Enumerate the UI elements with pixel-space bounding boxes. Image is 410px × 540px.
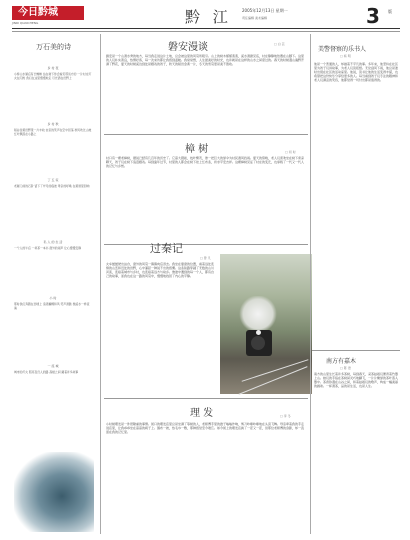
train-smoke xyxy=(238,296,278,332)
article-title: 磐安漫谈 xyxy=(168,42,208,53)
article-body: 火车缓缓驶出站台，窗外的风景一幕幕向后退去。我坐在靠窗的位置，看着远处连绵的山峦和近处的田野，心中涌起一种说不出的感慨。这条铁路穿越了无数的山川河流，连接着城市与乡村，也连接着远方与故乡。旅途中遇到的每一个人，都有自己的故事，而我也在这一路的风景中，慢慢地找回了内心的平静。 xyxy=(106,262,215,279)
article-divider xyxy=(104,244,308,245)
column-divider-right xyxy=(310,34,311,534)
article-byline: □ 杨 明 xyxy=(340,54,351,58)
section-title: 黔 江 xyxy=(185,8,232,26)
article-title: 美警督察的乐书人 xyxy=(318,46,367,53)
article-byline: □ 曾 凡 xyxy=(200,256,211,260)
article-body: 村口有一棵老樟树，据说已经有几百年的历史了。它高大挺拔，枝叶繁茂，像一把巨大的绿伞为村民遮风挡雨。夏天的傍晚，老人们喜欢坐在树下乘凉聊天，孩子们在树下追逐嬉戏。每到逢年过节，村里的人都会在树下挂上红布条，祈求平安吉祥。这棵樟树见证了村庄的变迁，也承载了一代又一代人的记忆与乡愁。 xyxy=(106,156,305,169)
article-byline: □ 李 冬 xyxy=(280,414,291,418)
issue-date: 2005年12月13日 星期一 xyxy=(242,8,288,13)
page-number: 3 xyxy=(366,4,380,28)
poem-group-text: 老屋门前的石阶 留下了岁月的痕迹 母亲的呼唤 在黄昏里回响 xyxy=(14,184,90,188)
poem-group-head: 乡 村 夜 xyxy=(47,66,59,70)
poem-group-head: 一 座 城 xyxy=(47,364,59,368)
article-body: 磐安是一个山清水秀的地方，每当我走进这片土地，总会被这里的风景所吸引。山上的树木郁郁葱葱，溪水清澈见底，村庄静静地依偎在山脚下。这里的人们朴实善良，热情好客，每一次来访都让我感到温暖。我常常想，人生最美好的时光，也许就是在这样的山水之间度过的。春天的时候漫山遍野开满了野花，夏天的时候溪边到处是嬉戏的孩子，秋天的稻田金黄一片，冬天的雪景更是美不胜收。 xyxy=(106,54,305,67)
article-body: 小时候理发是一件很隆重的事情。街口的理发店里总是坐满了等候的人，老师傅手里的推子嗡嗡作响，剪刀咔嚓咔嚓地在头顶飞舞。母亲牵着我的手走进店里，让我乖乖坐在高高的椅子上。围布一披，热毛巾一敷，那种感觉至今难忘。如今街上的理发店换了一茬又一茬，但那位老师傅的身影，却一直留在我的记忆里。 xyxy=(106,422,305,435)
poem-group-head: 小 时 xyxy=(49,296,57,300)
article-byline: □ 白 芸 xyxy=(274,42,285,46)
left-column-title: 万石美的诗 xyxy=(36,43,71,51)
poem-group-text: 小桥山水屋后有长蜘蛛 站在树下你会看见那远方的 一片村庄灯火在闪烁 我们在这里慢慢地走 月光洒在田野上 xyxy=(14,72,92,80)
article-byline: □ 陈 语 xyxy=(340,366,351,370)
header-rule xyxy=(12,28,400,29)
poem-group-head: 私 人 的 生 活 xyxy=(43,240,63,244)
article-title: 理 发 xyxy=(190,408,214,419)
masthead-logo: 今日黔城 xyxy=(12,6,84,20)
column-divider-left xyxy=(100,34,101,534)
article-byline: □ 何 时 xyxy=(285,150,296,154)
page-label: 版 xyxy=(388,9,392,14)
article-divider xyxy=(104,134,308,135)
article-divider xyxy=(312,350,400,351)
article-body: 他是一个普通的人，却做着不平凡的事。多年来，他坚持在社区里为孩子们讲故事，为老人们读报纸。无论刮风下雨，他总是准时出现在社区的活动室里。他说，读书让他的生活变得丰富，也希望把这份快乐分享给更多的人。每当看到孩子们专注的眼神和老人们满意的笑容，他都觉得一切付出都是值得的。 xyxy=(314,62,399,83)
ink-landscape-illustration xyxy=(14,452,94,532)
poem-group-text: 一个人的午后 一杯茶一本书 窗外的雨声 让心慢慢安静 xyxy=(14,246,81,250)
header-rule-thin xyxy=(12,31,400,32)
article-title: 南方有嘉木 xyxy=(326,358,357,365)
article-title: 过秦记 xyxy=(150,242,183,255)
poem-group-head: 乡 村 秋 xyxy=(47,122,59,126)
article-body: 南方的山里生长着许多茶树，每到春天，采茶姑娘们便背着竹篓上山。她们的手指在茶树间灵巧地翻飞，一片片嫩绿的茶叶落入篓中。茶香弥漫在山谷之间，和着姑娘们的歌声，构成一幅美丽的画卷。一杯清茶，品的是生活，也是人生。 xyxy=(314,372,399,389)
poem-group-text: 稻谷金黄田野里一片丰收 农家的笑声在空中回荡 秋风吹过山坡 红叶飘落在小路上 xyxy=(14,128,92,136)
locomotive-front xyxy=(251,336,265,350)
poem-group-text: 城市的灯火 照亮夜归人的路 高楼之间 藏着许多故事 xyxy=(14,370,79,374)
poem-group-text: 那时我们奔跑在田埂上 追逐蝴蝶和风 笑声清脆 像溪水一样流淌 xyxy=(14,302,90,310)
locomotive-lamp xyxy=(256,330,261,335)
poem-group-head: 丁 五 家 xyxy=(47,178,59,182)
article-title: 樟 树 xyxy=(185,144,209,155)
editor-info: 责任编辑 美术编辑 xyxy=(242,16,267,20)
article-divider xyxy=(104,398,308,399)
masthead-subtitle: JINRI QIANCHENG xyxy=(12,21,39,25)
